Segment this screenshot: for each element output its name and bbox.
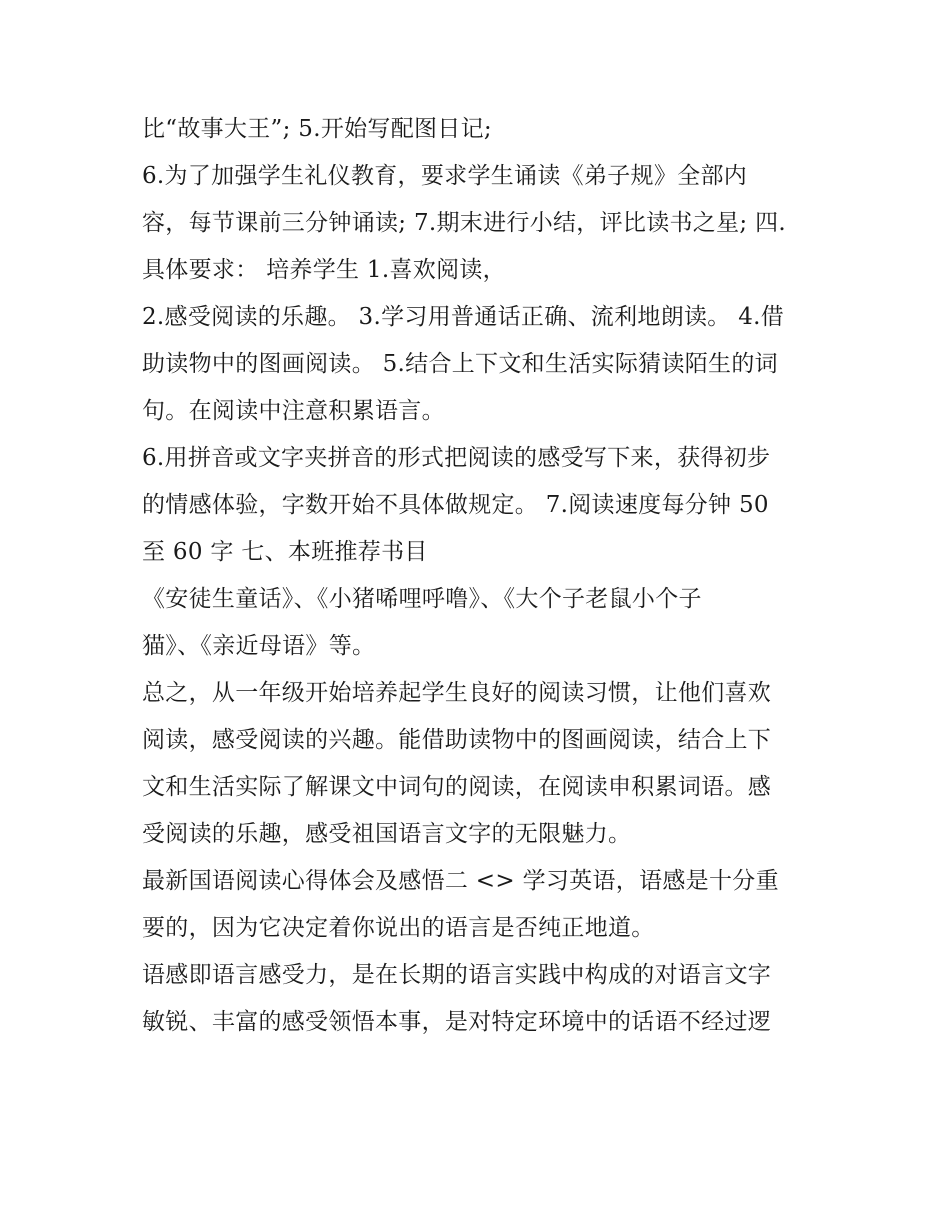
text-line-15: 文和生活实际了解课文中词句的阅读，在阅读申积累词语。感 xyxy=(142,774,772,800)
line-gap xyxy=(142,900,832,910)
line-gap xyxy=(142,806,832,816)
paragraph-gap xyxy=(142,665,832,675)
paragraph-gap xyxy=(142,289,832,299)
line-gap xyxy=(142,383,832,393)
text-line-2: 6.为了加强学生礼仪教育，要求学生诵读《弟子规》全部内 xyxy=(142,163,748,189)
text-line-12: 猫》、《亲近母语》等。 xyxy=(142,633,376,659)
text-line-6: 助读物中的图画阅读。 5.结合上下文和生活实际猜读陌生的词 xyxy=(142,351,778,377)
paragraph-gap xyxy=(142,947,832,957)
paragraph-gap xyxy=(142,571,832,581)
line-gap xyxy=(142,994,832,1004)
text-line-13: 总之，从一年级开始培养起学生良好的阅读习惯，让他们喜欢 xyxy=(142,680,772,706)
paragraph-gap xyxy=(142,430,832,440)
paragraph-gap xyxy=(142,853,832,863)
line-gap xyxy=(142,524,832,534)
body-text xyxy=(142,111,832,1041)
line-gap xyxy=(142,195,832,205)
line-gap xyxy=(142,242,832,252)
text-line-20: 敏锐、丰富的感受领悟本事，是对特定环境中的话语不经过逻 xyxy=(142,1009,772,1035)
line-gap xyxy=(142,618,832,628)
line-gap xyxy=(142,759,832,769)
paragraph-gap xyxy=(142,148,832,158)
line-gap xyxy=(142,712,832,722)
text-line-1: 比“故事大王”; 5.开始写配图日记; xyxy=(142,116,492,142)
text-line-4: 具体要求： 培养学生 1.喜欢阅读， xyxy=(142,257,506,283)
text-line-11: 《安徒生童话》、《小猪唏哩呼噜》、《大个子老鼠小个子 xyxy=(142,586,702,612)
text-line-19: 语感即语言感受力，是在长期的语言实践中构成的对语言文字 xyxy=(142,962,772,988)
text-line-18: 要的，因为它决定着你说出的语言是否纯正地道。 xyxy=(142,915,655,941)
text-line-5: 2.感受阅读的乐趣。 3.学习用普通话正确、流利地朗读。 4.借 xyxy=(142,304,785,330)
text-line-9: 的情感体验，字数开始不具体做规定。 7.阅读速度每分钟 50 xyxy=(142,492,769,518)
text-line-17: 最新国语阅读心得体会及感悟二 <> 学习英语，语感是十分重 xyxy=(142,868,779,894)
text-line-3: 容，每节课前三分钟诵读; 7.期末进行小结，评比读书之星; 四. xyxy=(142,210,786,236)
text-line-10: 至 60 字 七、本班推荐书目 xyxy=(142,539,428,565)
text-line-8: 6.用拼音或文字夹拼音的形式把阅读的感受写下来，获得初步 xyxy=(142,445,771,471)
line-gap xyxy=(142,336,832,346)
text-line-14: 阅读，感受阅读的兴趣。能借助读物中的图画阅读，结合上下 xyxy=(142,727,772,753)
text-line-16: 受阅读的乐趣，感受祖国语言文字的无限魅力。 xyxy=(142,821,632,847)
line-gap xyxy=(142,477,832,487)
text-line-7: 句。在阅读中注意积累语言。 xyxy=(142,398,445,424)
